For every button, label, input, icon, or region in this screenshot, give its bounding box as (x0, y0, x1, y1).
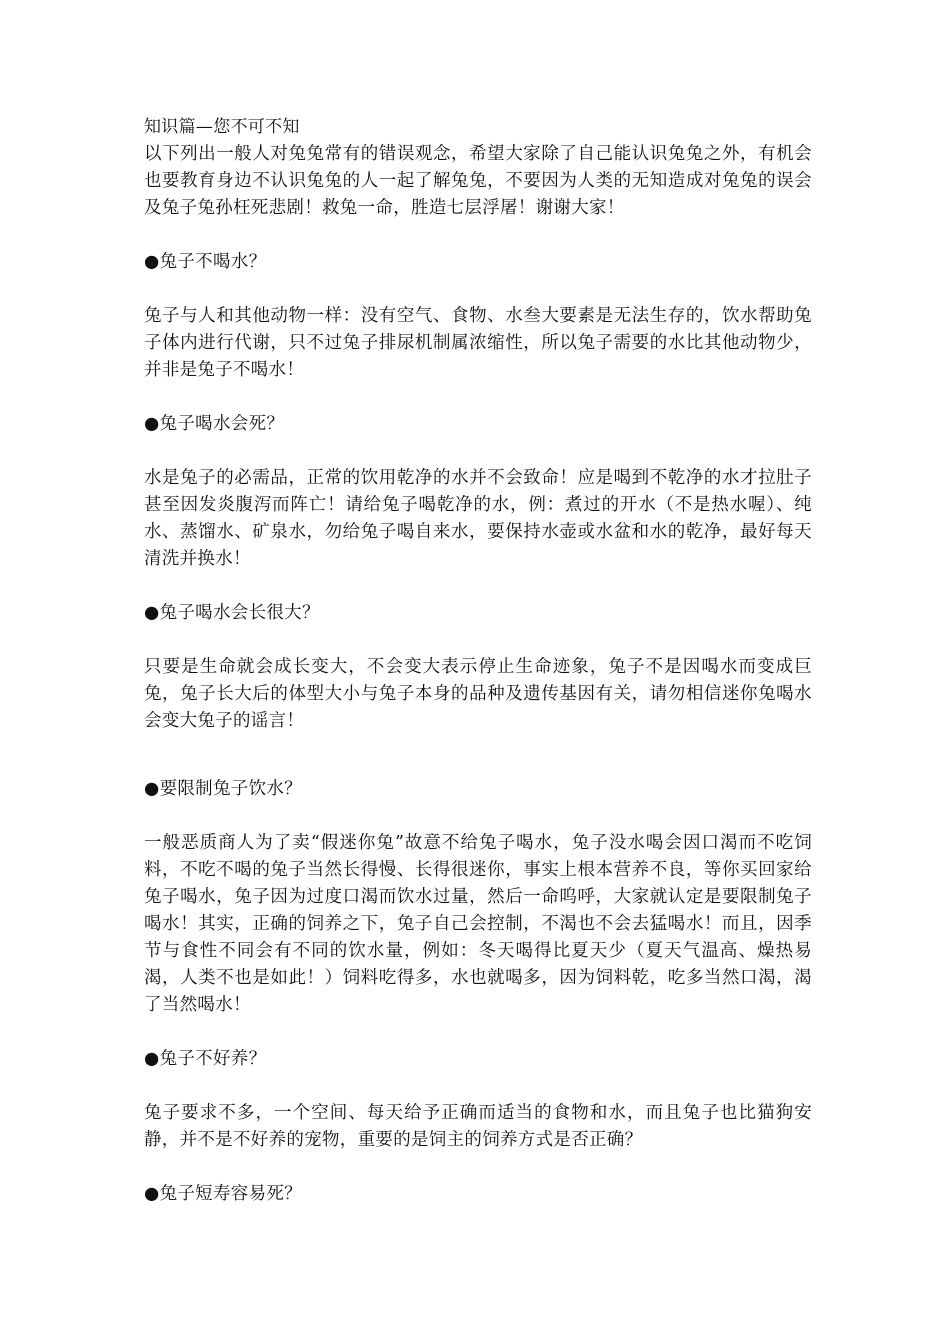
document-title: 知识篇—您不可不知 (144, 117, 300, 137)
section-answer-2: 水是兔子的必需品，正常的饮用乾净的水并不会致命！应是喝到不乾净的水才拉肚子甚至因发炎腹泻而阵亡！请给兔子喝乾净的水，例：煮过的开水（不是热水喔）、纯水、蒸馏水、矿泉水，勿给兔子喝自来水，要保持水壶或水盆和水的乾净，最好每天清洗并换水！ (144, 468, 812, 569)
section-question-5: ●兔子不好养？ (144, 1049, 267, 1069)
document-body (144, 114, 812, 1208)
section-question-6: ●兔子短寿容易死？ (144, 1184, 302, 1204)
section-answer-1: 兔子与人和其他动物一样：没有空气、食物、水叁大要素是无法生存的，饮水帮助兔子体内进行代谢，只不过兔子排尿机制属浓缩性，所以兔子需要的水比其他动物少，并非是兔子不喝水！ (144, 306, 812, 380)
section-question-2: ●兔子喝水会死？ (144, 414, 285, 434)
section-answer-3: 只要是生命就会成长变大，不会变大表示停止生命迹象，兔子不是因喝水而变成巨兔，兔子长大后的体型大小与兔子本身的品种及遗传基因有关，请勿相信迷你兔喝水会变大兔子的谣言！ (144, 657, 812, 731)
section-question-1: ●兔子不喝水？ (144, 252, 267, 272)
intro-paragraph: 以下列出一般人对兔兔常有的错误观念，希望大家除了自己能认识兔兔之外，有机会也要教育身边不认识兔兔的人一起了解兔兔，不要因为人类的无知造成对兔兔的误会及兔子兔孙枉死悲剧！救兔一命，胜造七层浮屠！谢谢大家！ (144, 144, 812, 218)
section-answer-4: 一般恶质商人为了卖“假迷你兔”故意不给兔子喝水，兔子没水喝会因口渴而不吃饲料，不吃不喝的兔子当然长得慢、长得很迷你，事实上根本营养不良，等你买回家给兔子喝水，兔子因为过度口渴而饮水过量，然后一命呜呼，大家就认定是要限制兔子喝水！其实，正确的饲养之下，兔子自己会控制，不渴也不会去猛喝水！而且，因季节与食性不同会有不同的饮水量，例如：冬天喝得比夏天少（夏天气温高、燥热易渴，人类不也是如此！）饲料吃得多，水也就喝多，因为饲料乾，吃多当然口渴，渴了当然喝水！ (144, 833, 812, 1015)
section-answer-5: 兔子要求不多，一个空间、每天给予正确而适当的食物和水，而且兔子也比猫狗安静，并不是不好养的宠物，重要的是饲主的饲养方式是否正确？ (144, 1103, 812, 1150)
section-question-3: ●兔子喝水会长很大？ (144, 603, 320, 623)
section-question-4: ●要限制兔子饮水？ (144, 779, 302, 799)
